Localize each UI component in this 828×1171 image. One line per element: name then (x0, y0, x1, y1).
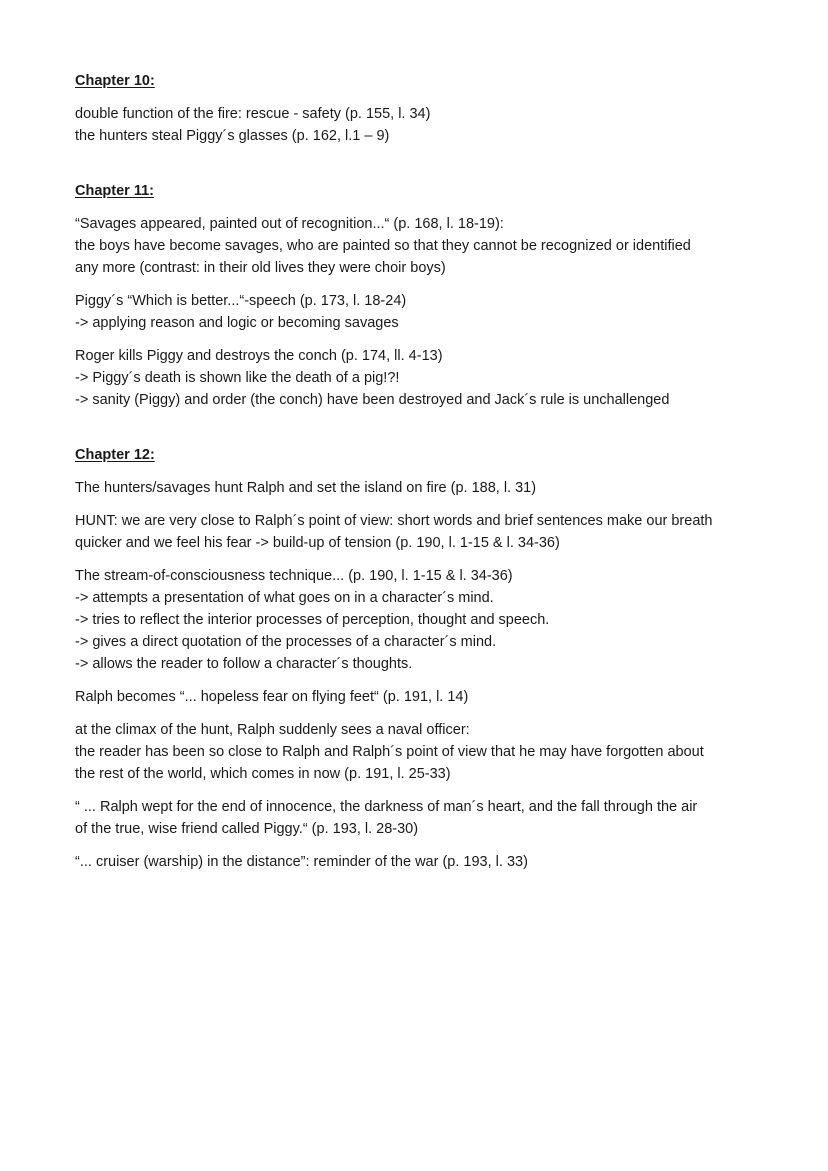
text-line: -> Piggy´s death is shown like the death of a pig!?! (75, 370, 400, 386)
chapter-12-paragraph-3 (75, 565, 765, 675)
chapter-12-paragraph-6 (75, 796, 765, 840)
chapter-11-paragraph-3 (75, 345, 765, 411)
chapter-12-heading: Chapter 12: (75, 447, 155, 463)
text-line: at the climax of the hunt, Ralph suddenly sees a naval officer: (75, 722, 470, 738)
chapter-12-paragraph-1 (75, 477, 765, 499)
chapter-10-paragraph-1 (75, 103, 765, 147)
text-line: HUNT: we are very close to Ralph´s point of view: short words and brief sentences make our breath (75, 513, 713, 529)
chapter-11-paragraph-1 (75, 213, 765, 279)
chapter-10-section (75, 70, 765, 147)
chapter-12-section (75, 444, 765, 873)
text-line: -> applying reason and logic or becoming savages (75, 315, 399, 331)
chapter-11-section (75, 180, 765, 411)
text-line: -> attempts a presentation of what goes on in a character´s mind. (75, 590, 494, 606)
chapter-12-paragraph-7 (75, 851, 765, 873)
chapter-10-heading: Chapter 10: (75, 73, 155, 89)
text-line: The hunters/savages hunt Ralph and set the island on fire (p. 188, l. 31) (75, 480, 537, 496)
text-line: double function of the fire: rescue - safety (p. 155, l. 34) (75, 106, 431, 122)
text-line: “... cruiser (warship) in the distance”: reminder of the war (p. 193, l. 33) (75, 854, 528, 870)
text-line: Ralph becomes “... hopeless fear on flying feet“ (p. 191, l. 14) (75, 689, 469, 705)
text-line: “ ... Ralph wept for the end of innocence, the darkness of man´s heart, and the fall through the air (75, 799, 698, 815)
text-line: the boys have become savages, who are painted so that they cannot be recognized or identified (75, 238, 691, 254)
text-line: the reader has been so close to Ralph and Ralph´s point of view that he may have forgotten about (75, 744, 704, 760)
text-line: -> tries to reflect the interior processes of perception, thought and speech. (75, 612, 550, 628)
text-line: of the true, wise friend called Piggy.“ (p. 193, l. 28-30) (75, 821, 419, 837)
document-page (75, 70, 765, 873)
chapter-12-paragraph-4 (75, 686, 765, 708)
text-line: Roger kills Piggy and destroys the conch (p. 174, ll. 4-13) (75, 348, 443, 364)
text-line: -> sanity (Piggy) and order (the conch) have been destroyed and Jack´s rule is unchallenged (75, 392, 670, 408)
text-line: “Savages appeared, painted out of recognition...“ (p. 168, l. 18-19): (75, 216, 504, 232)
text-line: -> allows the reader to follow a character´s thoughts. (75, 656, 413, 672)
text-line: The stream-of-consciousness technique... (p. 190, l. 1-15 & l. 34-36) (75, 568, 513, 584)
chapter-12-paragraph-5 (75, 719, 765, 785)
text-line: any more (contrast: in their old lives they were choir boys) (75, 260, 446, 276)
text-line: the rest of the world, which comes in now (p. 191, l. 25-33) (75, 766, 451, 782)
text-line: Piggy´s “Which is better...“-speech (p. 173, l. 18-24) (75, 293, 407, 309)
chapter-11-paragraph-2 (75, 290, 765, 334)
text-line: -> gives a direct quotation of the processes of a character´s mind. (75, 634, 497, 650)
chapter-12-paragraph-2 (75, 510, 765, 554)
text-line: quicker and we feel his fear -> build-up of tension (p. 190, l. 1-15 & l. 34-36) (75, 535, 560, 551)
chapter-11-heading: Chapter 11: (75, 183, 154, 199)
text-line: the hunters steal Piggy´s glasses (p. 162, l.1 – 9) (75, 128, 390, 144)
